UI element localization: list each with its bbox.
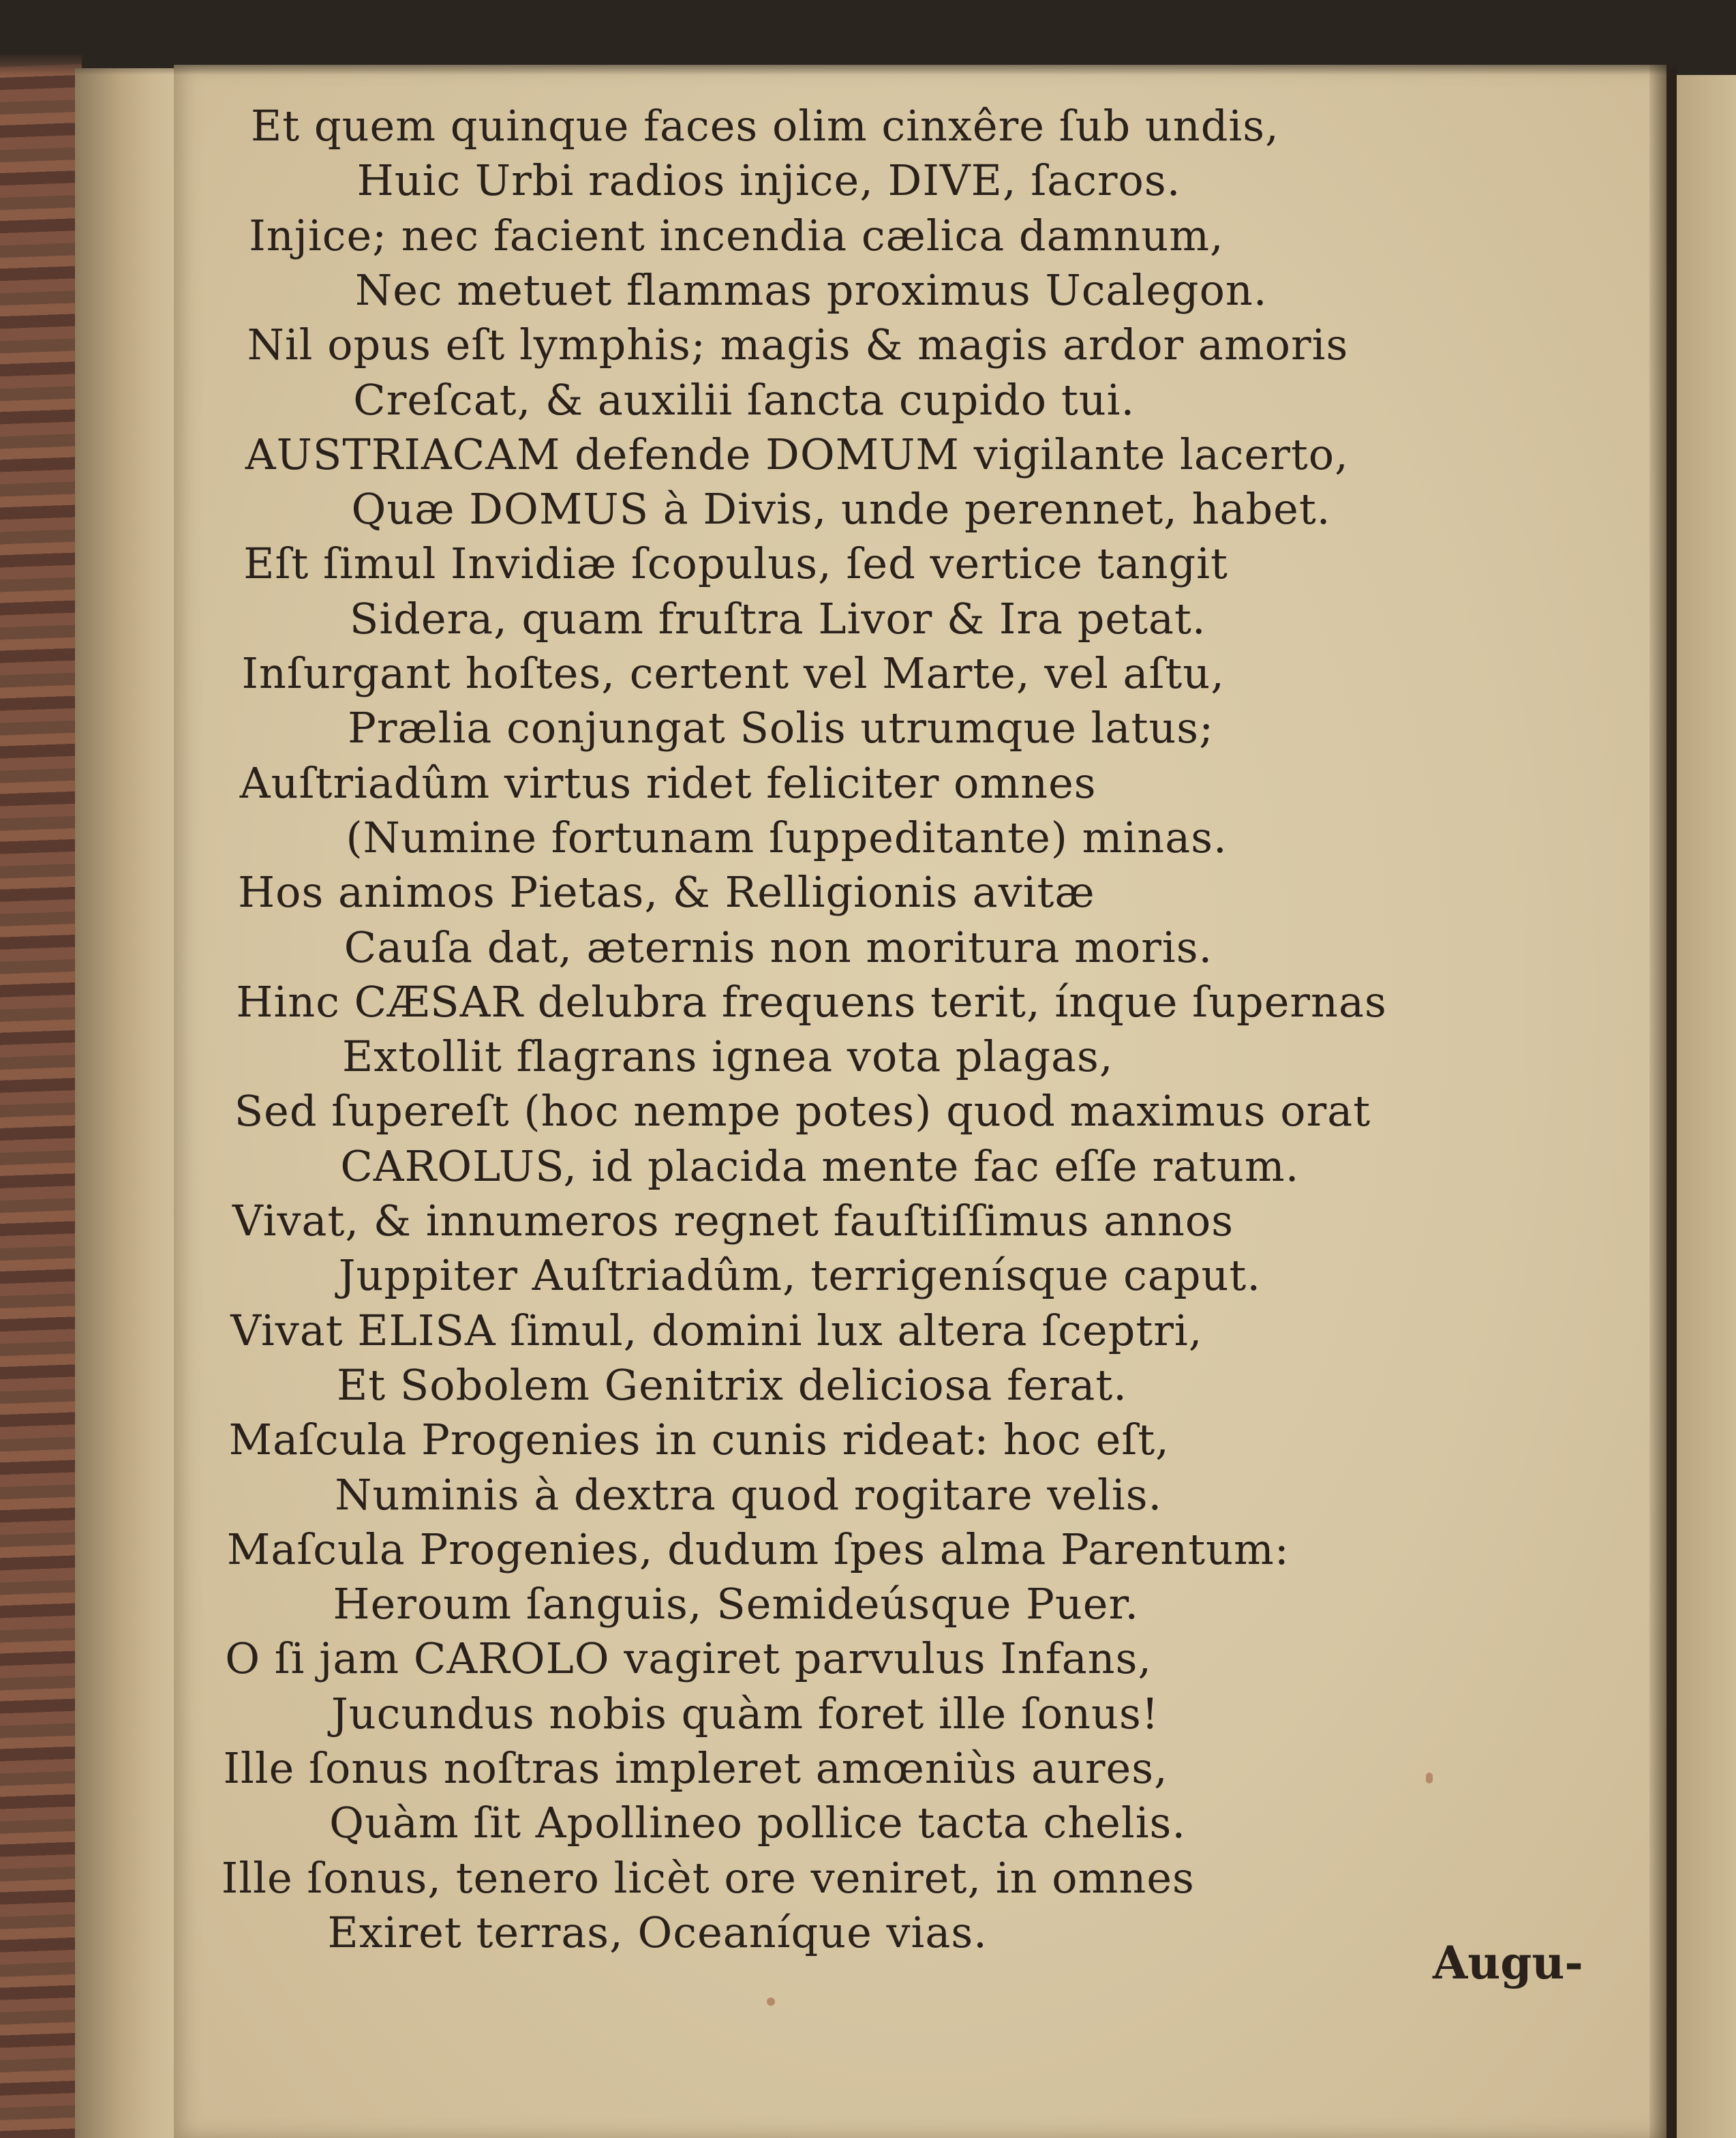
verse-line: Injice; nec facient incendia cælica damnum, [249, 210, 1224, 260]
verse-line-indented: Quæ DOMUS à Divis, unde perennet, habet. [351, 484, 1331, 534]
verse-line-indented: (Numine fortunam ſuppeditante) minas. [346, 812, 1228, 862]
catchword: Augu- [1433, 1936, 1583, 1989]
verse-line-indented: Jucundus nobis quàm foret ille ſonus! [331, 1688, 1159, 1738]
book-spine [75, 68, 184, 2138]
verse-line-indented: Nec metuet flammas proximus Ucalegon. [354, 265, 1268, 315]
verse-line-indented: CAROLUS, id placida mente fac eſſe ratum. [340, 1141, 1300, 1191]
verse-line: Nil opus eſt lymphis; magis & magis ardor amoris [247, 320, 1349, 370]
verse-line-indented: Sidera, quam fruſtra Livor & Ira petat. [349, 593, 1206, 644]
verse-line-indented: Prælia conjungat Solis utrumque latus; [348, 703, 1214, 753]
verse-line: Sed ſupereſt (hoc nempe potes) quod maximus orat [234, 1086, 1371, 1136]
verse-line: Ille ſonus, tenero licèt ore veniret, in omnes [221, 1852, 1195, 1903]
paper-spot [767, 1998, 775, 2006]
verse-line-indented: Cauſa dat, æternis non moritura moris. [344, 922, 1213, 972]
verse-line-indented: Heroum ſanguis, Semideúsque Puer. [333, 1579, 1140, 1629]
verse-line: Hinc CÆSAR delubra frequens terit, ínque ſupernas [236, 976, 1387, 1027]
marbled-cover-edge [0, 55, 82, 2138]
verse-line: Maſcula Progenies, dudum ſpes alma Parentum: [226, 1524, 1290, 1574]
verse-line: Auſtriadûm virtus ridet feliciter omnes [239, 757, 1097, 808]
verse-line: AUSTRIACAM defende DOMUM vigilante lacerto, [245, 429, 1349, 479]
verse-line-indented: Exiret terras, Oceaníque vias. [327, 1907, 988, 1957]
verse-line: Inſurgant hoſtes, certent vel Marte, vel aſtu, [241, 648, 1225, 698]
scan-background-top [0, 0, 1736, 75]
verse-line-indented: Juppiter Auſtriadûm, terrigenísque caput. [338, 1250, 1262, 1301]
verse-line: Hos animos Pietas, & Relligionis avitæ [238, 867, 1095, 918]
verse-line: Vivat, & innumeros regnet fauſtiſſimus annos [232, 1196, 1234, 1246]
adjacent-page-edge [1677, 75, 1736, 2138]
verse-line: Eſt ſimul Invidiæ ſcopulus, ſed vertice tangit [243, 539, 1228, 589]
verse-line: Et quem quinque faces olim cinxêre ſub undis, [251, 101, 1279, 151]
verse-line-indented: Et Sobolem Genitrix deliciosa ferat. [336, 1359, 1127, 1410]
verse-line-indented: Creſcat, & auxilii ſancta cupido tui. [353, 374, 1136, 425]
verse-line-indented: Huic Urbi radios injice, DIVE, ſacros. [356, 155, 1181, 206]
verse-line: Maſcula Progenies in cunis rideat: hoc eſt, [228, 1415, 1170, 1465]
verse-line-indented: Quàm ſit Apollineo pollice tacta chelis. [329, 1798, 1187, 1848]
paper-spot [1426, 1773, 1433, 1783]
verse-line: Ille ſonus noſtras impleret amœniùs aures, [223, 1743, 1168, 1793]
verse-line-indented: Numinis à dextra quod rogitare velis. [335, 1469, 1163, 1520]
verse-line: Vivat ELISA ſimul, domini lux altera ſceptri, [230, 1305, 1203, 1355]
verse-line: O ſi jam CAROLO vagiret parvulus Infans, [225, 1633, 1153, 1684]
verse-line-indented: Extollit flagrans ignea vota plagas, [342, 1032, 1114, 1082]
page-gutter-shadow [1649, 65, 1677, 2138]
